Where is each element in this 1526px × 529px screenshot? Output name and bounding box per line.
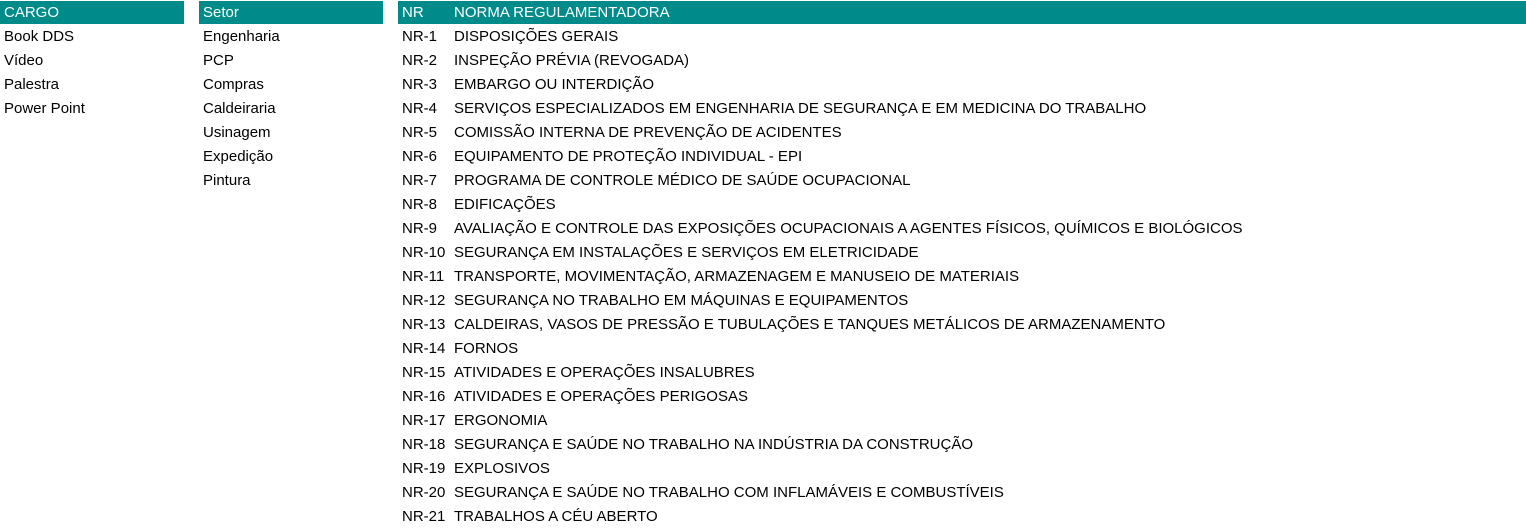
nr-name-cell[interactable]: AVALIAÇÃO E CONTROLE DAS EXPOSIÇÕES OCUPACIONAIS A AGENTES FÍSICOS, QUÍMICOS E BIOLÓGICOS — [454, 220, 1243, 237]
nr-name-cell[interactable]: INSPEÇÃO PRÉVIA (REVOGADA) — [454, 52, 690, 69]
norma-row[interactable] — [398, 385, 1526, 409]
setor-cell[interactable]: Caldeiraria — [203, 100, 276, 117]
nr-code-cell[interactable]: NR-15 — [402, 364, 446, 381]
norma-row[interactable] — [398, 25, 1526, 49]
norma-row[interactable] — [398, 49, 1526, 73]
setor-cell[interactable]: PCP — [203, 52, 234, 69]
nr-code-cell[interactable]: NR-10 — [402, 244, 446, 261]
cargo-list — [0, 25, 184, 121]
nr-name-cell[interactable]: ATIVIDADES E OPERAÇÕES INSALUBRES — [454, 364, 755, 381]
norma-row[interactable] — [398, 337, 1526, 361]
norma-row[interactable] — [398, 409, 1526, 433]
nr-name-cell[interactable]: PROGRAMA DE CONTROLE MÉDICO DE SAÚDE OCUPACIONAL — [454, 172, 911, 189]
nr-name-cell[interactable]: TRANSPORTE, MOVIMENTAÇÃO, ARMAZENAGEM E MANUSEIO DE MATERIAIS — [454, 268, 1020, 285]
header-norma: NORMA REGULAMENTADORA — [454, 4, 670, 21]
cargo-cell[interactable]: Power Point — [4, 100, 85, 117]
nr-name-cell[interactable]: ATIVIDADES E OPERAÇÕES PERIGOSAS — [454, 388, 748, 405]
nr-code-cell[interactable]: NR-4 — [402, 100, 438, 117]
nr-code-cell[interactable]: NR-18 — [402, 436, 446, 453]
nr-code-cell[interactable]: NR-16 — [402, 388, 446, 405]
norma-row[interactable] — [398, 145, 1526, 169]
nr-name-cell[interactable]: CALDEIRAS, VASOS DE PRESSÃO E TUBULAÇÕES E TANQUES METÁLICOS DE ARMAZENAMENTO — [454, 316, 1166, 333]
setor-cell[interactable]: Expedição — [203, 148, 274, 165]
nr-code-cell[interactable]: NR-17 — [402, 412, 446, 429]
norma-row[interactable] — [398, 265, 1526, 289]
cargo-cell[interactable]: Palestra — [4, 76, 60, 93]
norma-row[interactable] — [398, 73, 1526, 97]
setor-cell[interactable]: Compras — [203, 76, 264, 93]
nr-name-cell[interactable]: SEGURANÇA E SAÚDE NO TRABALHO NA INDÚSTRIA DA CONSTRUÇÃO — [454, 436, 973, 453]
nr-name-cell[interactable]: EQUIPAMENTO DE PROTEÇÃO INDIVIDUAL - EPI — [454, 148, 803, 165]
nr-name-cell[interactable]: DISPOSIÇÕES GERAIS — [454, 28, 619, 45]
norma-row[interactable] — [398, 481, 1526, 505]
nr-code-cell[interactable]: NR-20 — [402, 484, 446, 501]
nr-name-cell[interactable]: SEGURANÇA E SAÚDE NO TRABALHO COM INFLAMÁVEIS E COMBUSTÍVEIS — [454, 484, 1004, 501]
norma-row[interactable] — [398, 505, 1526, 529]
nr-code-cell[interactable]: NR-11 — [402, 268, 445, 285]
header-nr-norma[interactable] — [398, 1, 1526, 24]
nr-code-cell[interactable]: NR-5 — [402, 124, 438, 141]
header-nr: NR — [402, 4, 424, 21]
nr-code-cell[interactable]: NR-1 — [402, 28, 438, 45]
setor-cell[interactable]: Usinagem — [203, 124, 271, 141]
nr-code-cell[interactable]: NR-3 — [402, 76, 438, 93]
cargo-cell[interactable]: Vídeo — [4, 52, 44, 69]
setor-cell[interactable]: Pintura — [203, 172, 251, 189]
nr-code-cell[interactable]: NR-9 — [402, 220, 438, 237]
nr-code-cell[interactable]: NR-8 — [402, 196, 438, 213]
norma-row[interactable] — [398, 313, 1526, 337]
nr-code-cell[interactable]: NR-7 — [402, 172, 438, 189]
nr-code-cell[interactable]: NR-13 — [402, 316, 446, 333]
header-setor[interactable]: Setor — [199, 1, 383, 24]
nr-name-cell[interactable]: EXPLOSIVOS — [454, 460, 550, 477]
header-cargo[interactable]: CARGO — [0, 1, 184, 24]
nr-name-cell[interactable]: ERGONOMIA — [454, 412, 548, 429]
norma-row[interactable] — [398, 241, 1526, 265]
norma-row[interactable] — [398, 217, 1526, 241]
nr-name-cell[interactable]: FORNOS — [454, 340, 519, 357]
norma-row[interactable] — [398, 193, 1526, 217]
nr-code-cell[interactable]: NR-2 — [402, 52, 438, 69]
norma-row[interactable] — [398, 169, 1526, 193]
nr-name-cell[interactable]: SEGURANÇA NO TRABALHO EM MÁQUINAS E EQUIPAMENTOS — [454, 292, 909, 309]
nr-name-cell[interactable]: EMBARGO OU INTERDIÇÃO — [454, 76, 655, 93]
cargo-cell[interactable]: Book DDS — [4, 28, 75, 45]
nr-name-cell[interactable]: COMISSÃO INTERNA DE PREVENÇÃO DE ACIDENTES — [454, 124, 842, 141]
norma-row[interactable] — [398, 457, 1526, 481]
nr-name-cell[interactable]: SEGURANÇA EM INSTALAÇÕES E SERVIÇOS EM ELETRICIDADE — [454, 244, 919, 261]
nr-code-cell[interactable]: NR-14 — [402, 340, 446, 357]
nr-name-cell[interactable]: SERVIÇOS ESPECIALIZADOS EM ENGENHARIA DE SEGURANÇA E EM MEDICINA DO TRABALHO — [454, 100, 1147, 117]
nr-code-cell[interactable]: NR-19 — [402, 460, 446, 477]
nr-name-cell[interactable]: TRABALHOS A CÉU ABERTO — [454, 508, 658, 525]
norma-row[interactable] — [398, 433, 1526, 457]
norma-row[interactable] — [398, 289, 1526, 313]
nr-code-cell[interactable]: NR-6 — [402, 148, 438, 165]
norma-row[interactable] — [398, 97, 1526, 121]
nr-code-cell[interactable]: NR-21 — [402, 508, 446, 525]
setor-cell[interactable]: Engenharia — [203, 28, 280, 45]
nr-code-cell[interactable]: NR-12 — [402, 292, 446, 309]
norma-row[interactable] — [398, 361, 1526, 385]
norma-row[interactable] — [398, 121, 1526, 145]
normas-list — [398, 25, 1526, 529]
nr-name-cell[interactable]: EDIFICAÇÕES — [454, 196, 556, 213]
setor-list — [199, 25, 383, 193]
